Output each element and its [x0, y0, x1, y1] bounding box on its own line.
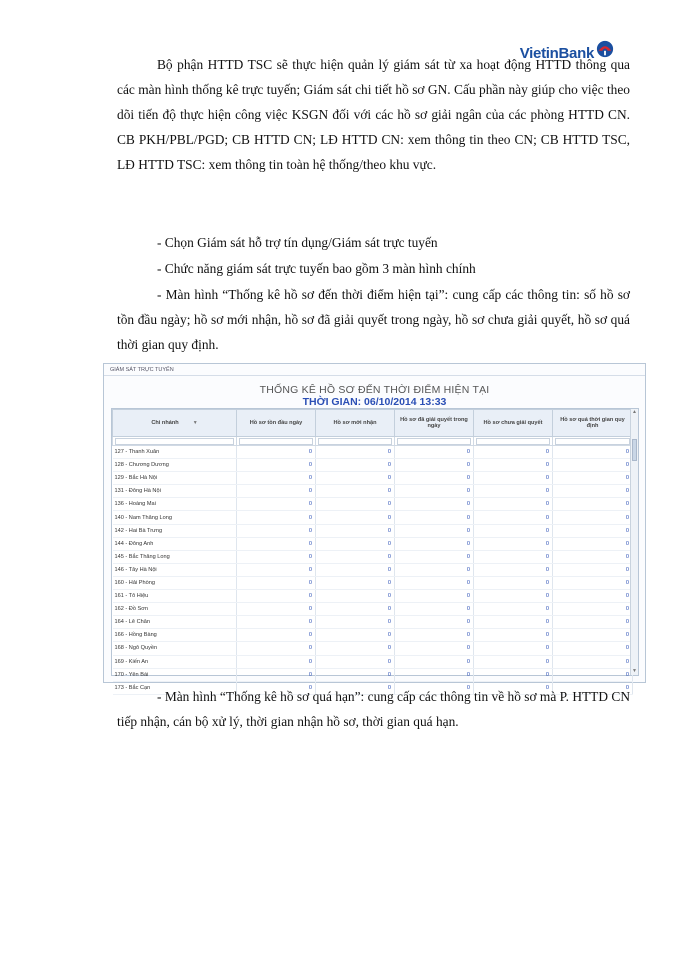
- count-cell: 0: [316, 459, 395, 472]
- branch-cell: 144 - Đông Anh: [113, 537, 237, 550]
- branch-cell: 173 - Bắc Cạn: [113, 681, 237, 694]
- branch-cell: 170 - Yên Bái: [113, 668, 237, 681]
- count-cell: 0: [237, 668, 316, 681]
- count-cell: 0: [316, 498, 395, 511]
- monitoring-screenshot: [103, 363, 646, 691]
- count-cell: 0: [395, 655, 474, 668]
- logo-text-bank: Bank: [558, 44, 594, 62]
- table-row[interactable]: [113, 472, 633, 485]
- count-cell: 0: [553, 576, 633, 589]
- branch-cell: 145 - Bắc Thăng Long: [113, 550, 237, 563]
- table-row[interactable]: [113, 446, 633, 459]
- logo-text-vietin: Vietin: [519, 44, 559, 62]
- count-cell: 0: [474, 655, 553, 668]
- count-cell: 0: [474, 446, 553, 459]
- count-cell: 0: [237, 459, 316, 472]
- branch-cell: 129 - Bắc Hà Nội: [113, 472, 237, 485]
- bullet-current-stats-screen: - Màn hình “Thống kê hồ sơ đến thời điểm hiện tại”: cung cấp các thông tin: số hồ sơ tồn đầu ngày; hồ sơ mới nhận, hồ sơ đã giải quyết trong ngày, hồ sơ chưa giải quyết, hồ sơ quá thời gian quy định.: [117, 287, 630, 352]
- count-cell: 0: [553, 485, 633, 498]
- count-cell: 0: [474, 616, 553, 629]
- table-row[interactable]: [113, 459, 633, 472]
- table-row[interactable]: [113, 616, 633, 629]
- branch-cell: 142 - Hai Bà Trưng: [113, 524, 237, 537]
- col-header-resolved[interactable]: Hồ sơ đã giải quyết trong ngày: [395, 410, 474, 437]
- count-cell: 0: [553, 590, 633, 603]
- table-row[interactable]: [113, 537, 633, 550]
- col-header-branch[interactable]: Chi nhánh ▼: [113, 410, 237, 437]
- table-row[interactable]: [113, 668, 633, 681]
- count-cell: 0: [474, 576, 553, 589]
- count-cell: 0: [237, 511, 316, 524]
- bullet-select-monitoring: - Chọn Giám sát hỗ trợ tín dụng/Giám sát trực tuyến: [157, 235, 438, 250]
- vertical-scrollbar[interactable]: [630, 409, 638, 675]
- filter-overdue[interactable]: [553, 437, 633, 446]
- branch-cell: 131 - Đông Hà Nội: [113, 485, 237, 498]
- count-cell: 0: [395, 616, 474, 629]
- count-cell: 0: [553, 655, 633, 668]
- table-row[interactable]: [113, 498, 633, 511]
- count-cell: 0: [237, 485, 316, 498]
- col-header-opening[interactable]: Hồ sơ tồn đầu ngày: [237, 410, 316, 437]
- count-cell: 0: [237, 472, 316, 485]
- scroll-thumb[interactable]: [632, 439, 637, 461]
- count-cell: 0: [316, 629, 395, 642]
- count-cell: 0: [395, 524, 474, 537]
- count-cell: 0: [316, 485, 395, 498]
- count-cell: 0: [474, 642, 553, 655]
- count-cell: 0: [316, 472, 395, 485]
- count-cell: 0: [553, 472, 633, 485]
- count-cell: 0: [316, 603, 395, 616]
- count-cell: 0: [474, 629, 553, 642]
- count-cell: 0: [316, 616, 395, 629]
- count-cell: 0: [237, 550, 316, 563]
- branch-cell: 164 - Lê Chân: [113, 616, 237, 629]
- count-cell: 0: [395, 511, 474, 524]
- table-row[interactable]: [113, 603, 633, 616]
- count-cell: 0: [395, 642, 474, 655]
- stats-title: THỐNG KÊ HỒ SƠ ĐẾN THỜI ĐIỂM HIỆN TẠI: [259, 384, 490, 396]
- table-row[interactable]: [113, 511, 633, 524]
- branch-cell: 136 - Hoàng Mai: [113, 498, 237, 511]
- count-cell: 0: [237, 681, 316, 694]
- count-cell: 0: [474, 668, 553, 681]
- count-cell: 0: [474, 511, 553, 524]
- count-cell: 0: [237, 524, 316, 537]
- table-row[interactable]: [113, 550, 633, 563]
- branch-cell: 166 - Hồng Bàng: [113, 629, 237, 642]
- count-cell: 0: [553, 537, 633, 550]
- count-cell: 0: [316, 590, 395, 603]
- branch-cell: 162 - Đồ Sơn: [113, 603, 237, 616]
- count-cell: 0: [316, 537, 395, 550]
- col-header-new[interactable]: Hồ sơ mới nhận: [316, 410, 395, 437]
- count-cell: 0: [316, 446, 395, 459]
- table-row[interactable]: [113, 655, 633, 668]
- sort-icon[interactable]: ▼: [192, 420, 198, 426]
- table-row[interactable]: [113, 576, 633, 589]
- branch-cell: 169 - Kiến An: [113, 655, 237, 668]
- count-cell: 0: [316, 655, 395, 668]
- filter-opening[interactable]: [237, 437, 316, 446]
- table-row[interactable]: [113, 524, 633, 537]
- count-cell: 0: [553, 616, 633, 629]
- count-cell: 0: [553, 498, 633, 511]
- count-cell: 0: [395, 681, 474, 694]
- filter-resolved[interactable]: [395, 437, 474, 446]
- count-cell: 0: [395, 590, 474, 603]
- branch-cell: 160 - Hải Phòng: [113, 576, 237, 589]
- table-row[interactable]: [113, 563, 633, 576]
- table-row[interactable]: [113, 642, 633, 655]
- count-cell: 0: [316, 524, 395, 537]
- count-cell: 0: [316, 511, 395, 524]
- branch-cell: 128 - Chương Dương: [113, 459, 237, 472]
- count-cell: 0: [395, 563, 474, 576]
- count-cell: 0: [395, 498, 474, 511]
- count-cell: 0: [395, 472, 474, 485]
- count-cell: 0: [395, 668, 474, 681]
- table-row[interactable]: [113, 590, 633, 603]
- count-cell: 0: [553, 563, 633, 576]
- count-cell: 0: [237, 616, 316, 629]
- count-cell: 0: [395, 446, 474, 459]
- count-cell: 0: [237, 576, 316, 589]
- bullet-three-screens: - Chức năng giám sát trực tuyến bao gồm 3 màn hình chính: [157, 261, 476, 276]
- scroll-down-icon[interactable]: ▼: [632, 668, 637, 674]
- count-cell: 0: [553, 681, 633, 694]
- count-cell: 0: [395, 537, 474, 550]
- count-cell: 0: [237, 590, 316, 603]
- count-cell: 0: [316, 668, 395, 681]
- count-cell: 0: [553, 603, 633, 616]
- count-cell: 0: [474, 485, 553, 498]
- count-cell: 0: [395, 629, 474, 642]
- panel-title: GIÁM SÁT TRỰC TUYẾN: [104, 364, 645, 376]
- table-row[interactable]: [113, 485, 633, 498]
- count-cell: 0: [553, 550, 633, 563]
- filter-new[interactable]: [316, 437, 395, 446]
- filter-branch[interactable]: [113, 437, 237, 446]
- count-cell: 0: [553, 459, 633, 472]
- count-cell: 0: [316, 576, 395, 589]
- stats-grid: [111, 408, 639, 691]
- count-cell: 0: [237, 642, 316, 655]
- count-cell: 0: [237, 629, 316, 642]
- count-cell: 0: [553, 668, 633, 681]
- count-cell: 0: [395, 459, 474, 472]
- count-cell: 0: [237, 655, 316, 668]
- count-cell: 0: [553, 446, 633, 459]
- count-cell: 0: [395, 485, 474, 498]
- count-cell: 0: [395, 603, 474, 616]
- branch-cell: 161 - Tô Hiệu: [113, 590, 237, 603]
- count-cell: 0: [474, 498, 553, 511]
- count-cell: 0: [474, 524, 553, 537]
- count-cell: 0: [474, 472, 553, 485]
- table-row[interactable]: [113, 629, 633, 642]
- count-cell: 0: [316, 550, 395, 563]
- stats-time: THỜI GIAN: 06/10/2014 13:33: [302, 396, 447, 408]
- scroll-up-icon[interactable]: ▲: [632, 409, 637, 415]
- count-cell: 0: [237, 537, 316, 550]
- count-cell: 0: [395, 550, 474, 563]
- count-cell: 0: [474, 681, 553, 694]
- count-cell: 0: [474, 590, 553, 603]
- branch-cell: 127 - Thanh Xuân: [113, 446, 237, 459]
- count-cell: 0: [553, 524, 633, 537]
- stats-table: [112, 409, 633, 695]
- col-header-unresolved[interactable]: Hồ sơ chưa giải quyết: [474, 410, 553, 437]
- filter-unresolved[interactable]: [474, 437, 553, 446]
- branch-cell: 146 - Tây Hà Nội: [113, 563, 237, 576]
- count-cell: 0: [553, 511, 633, 524]
- count-cell: 0: [237, 563, 316, 576]
- count-cell: 0: [474, 459, 553, 472]
- branch-cell: 168 - Ngô Quyền: [113, 642, 237, 655]
- count-cell: 0: [395, 576, 474, 589]
- count-cell: 0: [237, 498, 316, 511]
- branch-cell: 140 - Nam Thăng Long: [113, 511, 237, 524]
- count-cell: 0: [474, 603, 553, 616]
- count-cell: 0: [316, 681, 395, 694]
- intro-paragraph: Bộ phận HTTD TSC sẽ thực hiện quản lý giám sát từ xa hoạt động HTTD thông qua các màn hình thống kê trực tuyến; Giám sát chi tiết hồ sơ GN. Cấu phần này giúp cho việc theo dõi tiến độ thực hiện công việc KSGN đối với các hồ sơ giải ngân của các phòng HTTD CN. CB PKH/PBL/PGD; CB HTTD CN; LĐ HTTD CN: xem thông tin theo CN; CB HTTD TSC, LĐ HTTD TSC: xem thông tin toàn hệ thống/theo khu vực.: [117, 57, 630, 172]
- count-cell: 0: [553, 629, 633, 642]
- count-cell: 0: [237, 446, 316, 459]
- bullet-overdue-screen: - Màn hình “Thống kê hồ sơ quá hạn”: cung cấp các thông tin về hồ sơ mà P. HTTD CN tiếp nhận, cán bộ xử lý, thời gian nhận hồ sơ, thời gian quá hạn.: [117, 689, 630, 729]
- count-cell: 0: [474, 550, 553, 563]
- count-cell: 0: [316, 642, 395, 655]
- col-header-overdue[interactable]: Hồ sơ quá thời gian quy định: [553, 410, 633, 437]
- count-cell: 0: [316, 563, 395, 576]
- count-cell: 0: [237, 603, 316, 616]
- count-cell: 0: [474, 563, 553, 576]
- count-cell: 0: [553, 642, 633, 655]
- count-cell: 0: [474, 537, 553, 550]
